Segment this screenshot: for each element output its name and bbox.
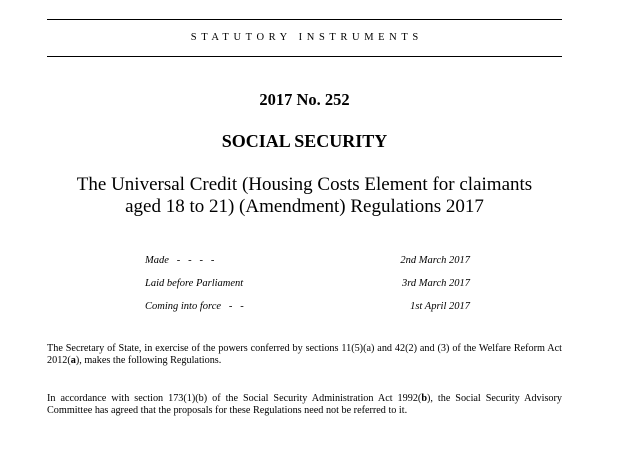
paragraph-text: In accordance with section 173(1)(b) of the Social Security Administration Act 1992(: [47, 393, 422, 404]
dates-table: [145, 254, 470, 323]
subject-heading: SOCIAL SECURITY: [221, 131, 388, 151]
title-line-1: The Universal Credit (Housing Costs Element for claimants: [76, 174, 533, 195]
date-row-laid: [145, 277, 470, 300]
paragraph-text: ), the Social Security Advisory Committee has agreed that the proposals for these Regulations need not be referred to it.: [47, 393, 563, 417]
series-heading: STATUTORY INSTRUMENTS: [190, 32, 423, 43]
instrument-number: 2017 No. 252: [259, 90, 350, 109]
consultation-paragraph: [47, 393, 562, 418]
date-value: 3rd March 2017: [401, 278, 470, 289]
date-value: 2nd March 2017: [400, 255, 470, 266]
date-label: Coming into force - -: [145, 301, 244, 312]
date-row-coming-into-force: [145, 300, 470, 323]
regulation-title: [47, 174, 562, 218]
footnote-ref[interactable]: b: [421, 393, 427, 404]
top-rule: [47, 19, 562, 20]
title-line-2: aged 18 to 21) (Amendment) Regulations 2017: [125, 196, 484, 217]
date-row-made: [145, 254, 470, 277]
enacting-paragraph: [47, 343, 562, 368]
date-label: Laid before Parliament: [145, 278, 244, 289]
bottom-rule: [47, 56, 562, 57]
paragraph-text: ), makes the following Regulations.: [75, 355, 222, 367]
footnote-ref[interactable]: a: [70, 355, 76, 367]
date-label: Made - - - -: [145, 255, 215, 266]
date-value: 1st April 2017: [410, 301, 470, 312]
paragraph-text: The Secretary of State, in exercise of the powers conferred by sections 11(5)(a) and 42(2) and (3) of the Welfare Reform Act 2012(: [47, 343, 562, 367]
